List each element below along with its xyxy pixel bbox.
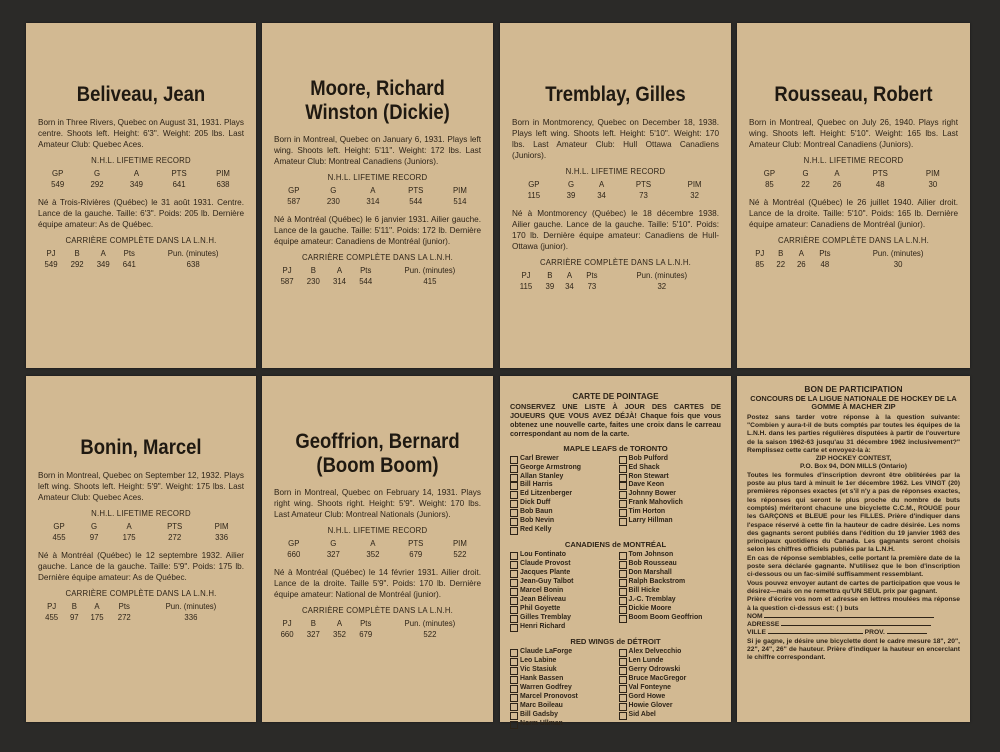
checklist-item[interactable]: Marc Boileau <box>510 702 613 711</box>
checklist-item[interactable]: Ed Shack <box>619 464 722 473</box>
col-g: G <box>94 168 101 178</box>
val-a: 175 <box>90 612 104 622</box>
checklist-item[interactable]: Sid Abel <box>619 711 722 720</box>
val-pj: 85 <box>755 259 765 269</box>
col-pim: PIM <box>925 168 940 178</box>
checklist-item[interactable]: George Armstrong <box>510 464 613 473</box>
entry-city-field[interactable] <box>747 629 960 637</box>
player-card-beliveau <box>26 23 256 368</box>
col-a: A <box>133 168 140 178</box>
val-a: 352 <box>333 630 347 640</box>
fr-record-table <box>38 601 244 623</box>
team-player-list <box>510 551 721 632</box>
checklist-item[interactable]: Bill Gadsby <box>510 711 613 720</box>
col-a: A <box>798 248 804 258</box>
checklist-item[interactable]: Hank Bassen <box>510 675 613 684</box>
col-pj: PJ <box>282 619 292 629</box>
checklist-item[interactable]: Ralph Backstrom <box>619 578 722 587</box>
val-a: 34 <box>565 282 574 292</box>
col-g: G <box>91 521 98 531</box>
nhl-record-header: N.H.L. LIFETIME RECORD <box>803 155 904 165</box>
val-pim: 514 <box>453 197 467 207</box>
val-a: 26 <box>796 259 806 269</box>
bio-french: Né à Montréal (Québec) le 26 juillet 1940. Ailier droit. Lance de la droite. Taille: 5'10". Poids: 165 lb. Dernière équipe amateur: Canadiens de Montréal (junior). <box>749 197 958 229</box>
checklist-item[interactable]: Jacques Plante <box>510 569 613 578</box>
checklist-item[interactable]: Don Marshall <box>619 569 722 578</box>
team-header: CANADIENS de MONTRÉAL <box>564 540 667 550</box>
bio-english: Born in Three Rivers, Quebec on August 31, 1931. Plays centre. Shoots left. Height: 6'3". Weight: 205 lbs. Last Amateur Club: Quebec Aces. <box>38 117 244 149</box>
val-gp: 549 <box>51 179 65 189</box>
col-pj: PJ <box>46 248 56 258</box>
val-pun: 32 <box>657 282 667 292</box>
player-name: Rousseau, Robert <box>774 83 933 106</box>
fr-record-table <box>274 618 481 640</box>
val-a: 352 <box>366 550 380 560</box>
entry-title: BON DE PARTICIPATION <box>804 384 903 394</box>
fr-record-header: CARRIÈRE COMPLÈTE DANS LA L.N.H. <box>65 588 217 598</box>
nhl-record-table <box>38 521 244 543</box>
bio-english: Born in Montreal, Quebec on September 12, 1932. Plays left wing. Shoots left. Height: 5'9". Weight: 175 lbs. Last Amateur Club: Quebec Aces. <box>38 470 244 502</box>
col-gp: GP <box>52 168 64 178</box>
col-pun: Pun. (minutes) <box>872 248 924 258</box>
val-a: 314 <box>333 277 347 287</box>
val-pim: 638 <box>216 179 230 189</box>
val-pts: 73 <box>587 282 597 292</box>
col-a: A <box>834 168 840 178</box>
val-pts: 641 <box>122 259 136 269</box>
col-gp: GP <box>763 168 776 178</box>
fr-record-table <box>749 248 958 270</box>
val-g: 292 <box>90 179 104 189</box>
checklist-item[interactable]: Bruce MacGregor <box>619 675 722 684</box>
val-gp: 660 <box>287 550 301 560</box>
col-pun: Pun. (minutes) <box>404 266 456 276</box>
address-label: ADRESSE <box>747 621 780 629</box>
col-gp: GP <box>53 521 65 531</box>
col-b: B <box>778 248 784 258</box>
col-pts: PTS <box>408 539 424 549</box>
val-g: 97 <box>89 532 99 542</box>
col-a: A <box>100 248 106 258</box>
entry-name-field[interactable] <box>747 613 960 621</box>
val-pim: 522 <box>453 550 467 560</box>
val-g: 22 <box>801 179 810 189</box>
entry-bicycle-note: Si je gagne, je désire une bicyclette dont le cadre mesure 18", 20", 22", 24", 26" de hauteur. Prière d'indiquer la hauteur en encerclant le chiffre correspondant. <box>747 637 960 662</box>
checklist-item[interactable]: Tim Horton <box>619 508 722 517</box>
checklist-item[interactable]: Bob Rousseau <box>619 560 722 569</box>
col-b: B <box>310 266 316 276</box>
checklist-item[interactable]: Marcel Bonin <box>510 587 613 596</box>
checklist-item[interactable]: Larry Hillman <box>619 517 722 526</box>
player-name: Bonin, Marcel <box>80 436 202 459</box>
col-pts: PTS <box>872 168 888 178</box>
checklist-item[interactable]: Howie Glover <box>619 702 722 711</box>
checklist-card <box>500 376 731 727</box>
bio-french: Né à Montréal (Québec) le 12 septembre 1932. Ailier gauche. Lance de la gauche. Taille: 5'9". Poids: 175 lb. Dernière équipe amateur: As de Québec. <box>38 550 244 582</box>
val-pts: 544 <box>409 197 423 207</box>
entry-multiple: Vous pouvez envoyer autant de cartes de participation que vous le désirez—mais on ne remettra qu'UN SEUL prix par gagnant. <box>747 579 960 595</box>
col-pj: PJ <box>47 601 57 611</box>
entry-question: Postez sans tarder votre réponse à la question suivante: "Combien y aura-t-il de buts comptés par toutes les équipes de la L.N.H. dans les parties régulières disputées à partir de l'ouverture de la saison 1962-63 jusqu'au 31 décembre 1962 inclusivement?" Remplissez cette carte et envoyez-la à: <box>747 413 960 454</box>
province-label: PROV. <box>864 629 885 637</box>
val-pj: 455 <box>45 612 59 622</box>
player-name: Geoffrion, Bernard (Boom Boom) <box>295 430 460 477</box>
checklist-item[interactable]: Phil Goyette <box>510 605 613 614</box>
checklist-item[interactable]: Red Kelly <box>510 526 613 535</box>
nhl-record-table <box>512 179 719 201</box>
checklist-item[interactable]: Marcel Pronovost <box>510 693 613 702</box>
checklist-item[interactable]: Warren Godfrey <box>510 684 613 693</box>
col-pim: PIM <box>216 168 230 178</box>
val-pts: 272 <box>117 612 131 622</box>
col-pim: PIM <box>687 179 702 189</box>
col-a: A <box>126 521 132 531</box>
col-gp: GP <box>288 186 300 196</box>
col-a: A <box>336 619 343 629</box>
checklist-item[interactable]: Claude Provost <box>510 560 613 569</box>
col-b: B <box>74 248 80 258</box>
team-player-list <box>510 455 721 536</box>
col-pj: PJ <box>282 266 292 276</box>
val-pts: 679 <box>409 550 423 560</box>
val-pts: 48 <box>820 259 830 269</box>
val-pts: 679 <box>359 630 373 640</box>
col-a: A <box>336 266 343 276</box>
bio-english: Born in Montreal, Quebec on January 6, 1931. Plays left wing. Shoots left. Height: 5'11". Weight: 172 lbs. Last Amateur Club: Montreal Canadiens (Juniors). <box>274 135 481 167</box>
col-pj: PJ <box>755 248 765 258</box>
val-pj: 115 <box>519 282 533 292</box>
nhl-record-table <box>274 185 481 207</box>
col-pts: Pts <box>118 601 130 611</box>
val-b: 230 <box>306 277 320 287</box>
checklist-item[interactable]: Frank Mahovlich <box>619 499 722 508</box>
checklist-item[interactable]: J.-C. Tremblay <box>619 596 722 605</box>
col-pim: PIM <box>452 539 467 549</box>
col-g: G <box>330 539 337 549</box>
col-a: A <box>370 539 376 549</box>
nhl-record-header: N.H.L. LIFETIME RECORD <box>91 155 191 165</box>
checklist-item[interactable]: Carl Brewer <box>510 455 613 464</box>
checklist-item[interactable]: Tom Johnson <box>619 551 722 560</box>
val-gp: 455 <box>52 532 66 542</box>
fr-record-table <box>38 248 244 270</box>
val-pun: 638 <box>186 259 200 269</box>
val-pun: 336 <box>184 612 198 622</box>
col-pts: PTS <box>167 521 183 531</box>
col-pj: PJ <box>521 271 531 281</box>
player-name: Beliveau, Jean <box>76 83 206 106</box>
val-a: 349 <box>129 179 143 189</box>
checklist-item[interactable]: Bill Harris <box>510 481 613 490</box>
val-g: 39 <box>566 190 576 200</box>
entry-answer-line: Prière d'écrire vos nom et adresse en lettres moulées ma réponse à la question ci-dessus est: ( ) buts <box>747 596 960 612</box>
player-card-geoffrion <box>262 376 493 722</box>
checklist-item[interactable]: Val Fonteyne <box>619 684 722 693</box>
val-a: 349 <box>96 259 110 269</box>
fr-record-header: CARRIÈRE COMPLÈTE DANS LA L.N.H. <box>777 235 930 245</box>
bio-french: Né à Montréal (Québec) le 6 janvier 1931. Ailier gauche. Lance de la gauche. Taille: 5'11". Poids: 172 lb. Dernière équipe amateur: Canadiens de Montréal (junior). <box>274 215 481 247</box>
val-b: 97 <box>69 612 79 622</box>
col-pun: Pun. (minutes) <box>167 248 219 258</box>
val-pun: 415 <box>423 277 437 287</box>
city-label: VILLE <box>747 629 766 637</box>
val-pts: 641 <box>172 179 186 189</box>
checklist-item[interactable]: Jean Béliveau <box>510 596 613 605</box>
fr-record-header: CARRIÈRE COMPLÈTE DANS LA L.N.H. <box>65 235 217 245</box>
col-pts: Pts <box>819 248 831 258</box>
col-g: G <box>802 168 809 178</box>
checklist-item[interactable]: Bob Pulford <box>619 455 722 464</box>
val-a: 26 <box>832 179 842 189</box>
nhl-record-header: N.H.L. LIFETIME RECORD <box>565 166 666 176</box>
col-b: B <box>71 601 77 611</box>
bio-french: Né à Montmorency (Québec) le 18 décembre 1938. Ailier gauche. Lance de la gauche. Taille: 5'10". Poids: 170 lb. Dernière équipe amateur: Canadiens de Hull-Ottawa (junior). <box>512 208 719 251</box>
checklist-teams <box>510 444 721 729</box>
val-a: 34 <box>597 190 606 200</box>
col-gp: GP <box>288 539 300 549</box>
checklist-item[interactable]: Bill Hicke <box>619 587 722 596</box>
col-g: G <box>330 186 337 196</box>
entry-ties: En cas de réponse semblables, celle portant la première date de la poste sera déclarée gagnante. N'utilisez que le bon d'inscription ci-dessous ou un fac-similé suffisamment ressemblant. <box>747 554 960 579</box>
val-pun: 522 <box>423 630 437 640</box>
checklist-intro: CONSERVEZ UNE LISTE À JOUR DES CARTES DE JOUEURS QUE VOUS AVEZ DÉJÀ! Chaque fois que vous obtenez une nouvelle carte, faites une croix dans le carreau correspondant au nom de la carte. <box>510 402 721 438</box>
col-b: B <box>547 271 553 281</box>
col-a: A <box>566 271 573 281</box>
checklist-title: CARTE DE POINTAGE <box>572 392 659 401</box>
checklist-item[interactable]: Henri Richard <box>510 623 613 632</box>
checklist-item[interactable]: Gord Howe <box>619 693 722 702</box>
checklist-item[interactable]: Vic Stasiuk <box>510 666 613 675</box>
nhl-record-table <box>38 168 244 190</box>
val-pts: 73 <box>639 190 648 200</box>
nhl-record-header: N.H.L. LIFETIME RECORD <box>91 508 191 518</box>
checklist-item[interactable]: Gerry Odrowski <box>619 666 722 675</box>
checklist-item[interactable]: Boom Boom Geoffrion <box>619 614 722 623</box>
val-b: 39 <box>545 282 555 292</box>
entry-address-line1: ZIP HOCKEY CONTEST, <box>815 455 892 463</box>
col-b: B <box>310 619 316 629</box>
contest-entry-card <box>737 376 970 722</box>
nhl-record-header: N.H.L. LIFETIME RECORD <box>327 173 428 183</box>
checklist-item[interactable]: Allan Stanley <box>510 473 613 482</box>
col-pim: PIM <box>452 186 467 196</box>
bio-english: Born in Montreal, Quebec on July 26, 1940. Plays right wing. Shoots left. Height: 5'10". Weight: 165 lbs. Last Amateur Club: Montreal Canadiens (Juniors). <box>749 117 958 149</box>
checklist-item[interactable]: Norm Ullman <box>510 720 613 729</box>
team-header: MAPLE LEAFS de TORONTO <box>563 443 668 453</box>
checklist-item[interactable]: Ed Litzenberger <box>510 490 613 499</box>
col-a: A <box>94 601 100 611</box>
val-a: 314 <box>366 197 380 207</box>
team-player-list <box>510 648 721 729</box>
col-a: A <box>598 179 605 189</box>
val-pts: 544 <box>359 277 373 287</box>
val-b: 292 <box>70 259 84 269</box>
name-label: NOM <box>747 612 763 620</box>
val-pts: 272 <box>168 532 182 542</box>
col-pts: Pts <box>360 619 372 629</box>
fr-record-header: CARRIÈRE COMPLÈTE DANS LA L.N.H. <box>301 606 454 616</box>
col-pts: PTS <box>171 168 187 178</box>
val-pim: 336 <box>215 532 229 542</box>
checklist-item[interactable]: Lou Fontinato <box>510 551 613 560</box>
val-gp: 587 <box>287 197 301 207</box>
val-pun: 30 <box>893 259 903 269</box>
entry-address-field[interactable] <box>747 621 960 629</box>
val-a: 175 <box>122 532 136 542</box>
player-card-tremblay <box>500 23 731 368</box>
team-header: RED WINGS de DÉTROIT <box>570 637 661 646</box>
checklist-item[interactable]: Dick Duff <box>510 499 613 508</box>
nhl-record-table <box>749 168 958 190</box>
nhl-record-table <box>274 538 481 560</box>
checklist-item[interactable]: Ron Stewart <box>619 473 722 482</box>
val-pj: 660 <box>280 630 294 640</box>
val-pts: 48 <box>875 179 885 189</box>
fr-record-header: CARRIÈRE COMPLÈTE DANS LA L.N.H. <box>301 253 454 263</box>
entry-subtitle: CONCOURS DE LA LIGUE NATIONALE DE HOCKEY DE LA GOMME À MACHER ZIP <box>750 393 957 412</box>
val-pj: 549 <box>44 259 58 269</box>
val-gp: 115 <box>527 190 541 200</box>
col-pts: Pts <box>360 266 372 276</box>
entry-address-line2: P.O. Box 94, DON MILLS (Ontario) <box>800 463 907 471</box>
entry-rules: Toutes les formules d'inscription devront être oblitérées par la poste au plus tard à minuit le 1er décembre 1962. Les VINGT (20) premières réponses exactes (et s'il n'y a pas de réponses exactes, les réponses qui seront le plus proche du nombre de buts comptés) mériteront chacune une bicyclette C.C.M., ROUGE pour les GARÇONS et BLEUE pour les FILLES. Prière d'indiquer dans l'espace réservé à cette fin la hauteur de cadre désirée. Les noms des gagnants seront publiés dans l'édition du 19 janvier 1963 des principaux quotidiens du Canada. Les gagnants seront choisis selon les chiffres officiels publiés par la L.N.H. <box>747 471 960 554</box>
bio-french: Né à Trois-Rivières (Québec) le 31 août 1931. Centre. Lance de la gauche. Taille: 6'3". Poids: 205 lb. Dernière équipe amateur: As de Québec. <box>38 197 244 229</box>
col-pun: Pun. (minutes) <box>636 271 688 281</box>
checklist-item[interactable]: Jean-Guy Talbot <box>510 578 613 587</box>
checklist-item[interactable]: Len Lunde <box>619 657 722 666</box>
col-pts: Pts <box>586 271 598 281</box>
col-pim: PIM <box>214 521 229 531</box>
val-pim: 30 <box>928 179 938 189</box>
player-card-moore <box>262 23 493 368</box>
player-card-rousseau <box>737 23 970 368</box>
checklist-item[interactable]: Gilles Tremblay <box>510 614 613 623</box>
checklist-item[interactable]: Leo Labine <box>510 657 613 666</box>
col-pts: PTS <box>635 179 652 189</box>
val-g: 230 <box>326 197 340 207</box>
fr-record-table <box>512 270 719 292</box>
col-pts: Pts <box>123 248 135 258</box>
col-pts: PTS <box>408 186 424 196</box>
col-pun: Pun. (minutes) <box>404 619 456 629</box>
bio-french: Né à Montréal (Québec) le 14 février 1931. Ailier droit. Lance de la droite. Taille 5'9". Poids: 170 lb. Dernière équipe amateur: National de Montréal (junior). <box>274 568 481 600</box>
fr-record-table <box>274 265 481 287</box>
player-card-bonin <box>26 376 256 722</box>
val-pj: 587 <box>280 277 294 287</box>
val-pim: 32 <box>690 190 699 200</box>
bio-english: Born in Montmorency, Quebec on December 18, 1938. Plays left wing. Shoots left. Height: 5'10". Weight: 170 lbs. Last Amateur Club: Hull Ottawa Canadiens (Juniors). <box>512 117 719 160</box>
checklist-item[interactable]: Bob Nevin <box>510 517 613 526</box>
checklist-item[interactable]: Johnny Bower <box>619 490 722 499</box>
bio-english: Born in Montreal, Quebec on February 14, 1931. Plays right wing. Shoots right. Height: 5'9". Weight: 170 lbs. Last Amateur Club: Montreal Nationals (Juniors). <box>274 488 481 520</box>
checklist-item[interactable]: Bob Baun <box>510 508 613 517</box>
checklist-item[interactable]: Claude LaForge <box>510 648 613 657</box>
nhl-record-header: N.H.L. LIFETIME RECORD <box>327 526 428 536</box>
val-gp: 85 <box>765 179 774 189</box>
player-name: Tremblay, Gilles <box>545 83 686 106</box>
checklist-item[interactable]: Alex Delvecchio <box>619 648 722 657</box>
col-pun: Pun. (minutes) <box>165 601 217 611</box>
val-b: 22 <box>776 259 786 269</box>
fr-record-header: CARRIÈRE COMPLÈTE DANS LA L.N.H. <box>539 258 692 268</box>
col-a: A <box>370 186 376 196</box>
val-g: 327 <box>326 550 340 560</box>
col-g: G <box>567 179 575 189</box>
player-name: Moore, Richard Winston (Dickie) <box>305 77 450 124</box>
val-b: 327 <box>306 630 320 640</box>
col-gp: GP <box>528 179 540 189</box>
checklist-item[interactable]: Dickie Moore <box>619 605 722 614</box>
checklist-item[interactable]: Dave Keon <box>619 481 722 490</box>
